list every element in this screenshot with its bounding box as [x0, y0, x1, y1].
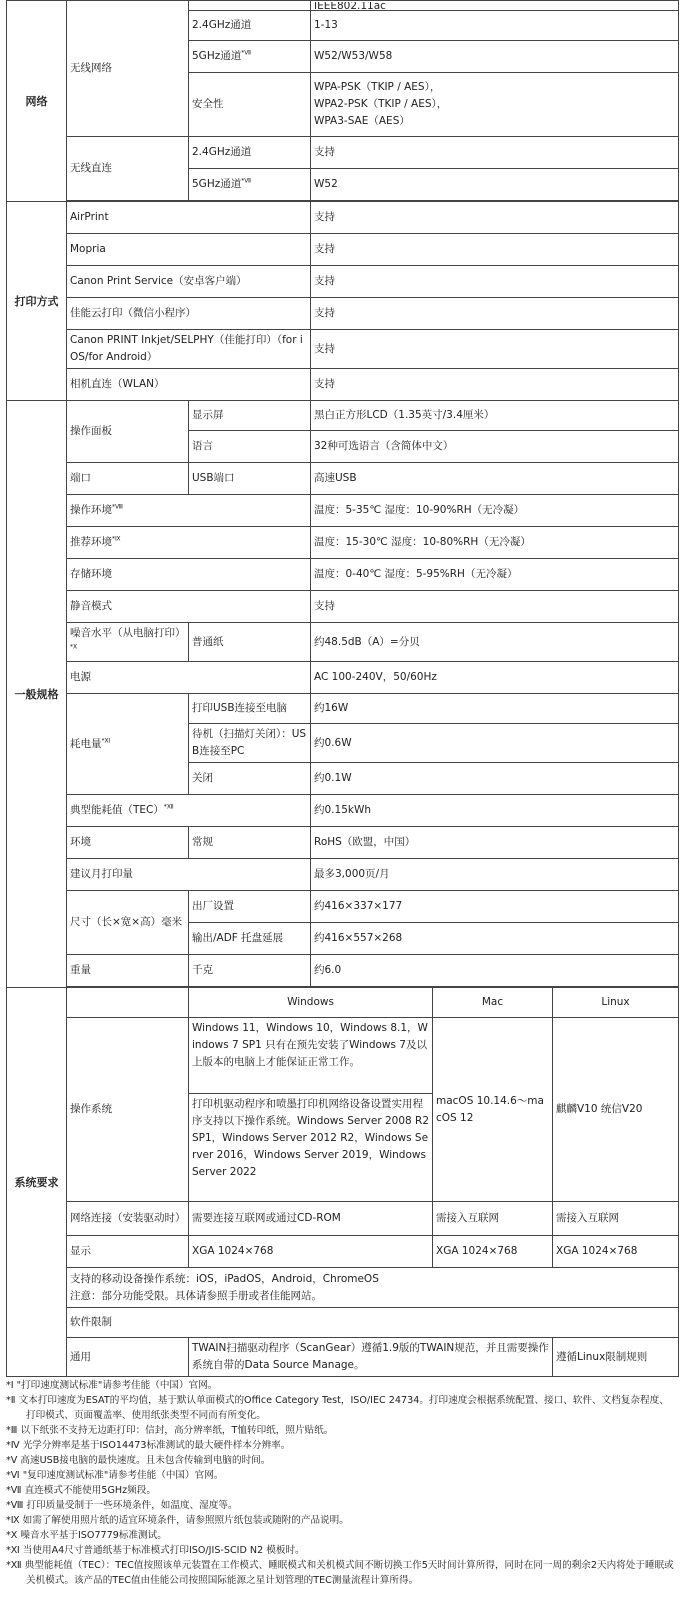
cons-standby-value: 约0.6W: [311, 724, 679, 763]
port-label: 端口: [67, 463, 189, 495]
size-factory-value: 约416×337×177: [311, 891, 679, 923]
cons-off-label: 关闭: [189, 763, 311, 795]
size-label: 尺寸（长×宽×高）毫米: [67, 891, 189, 955]
col-head-linux: Linux: [553, 988, 679, 1018]
mobile-os-note: 支持的移动设备操作系统：iOS，iPadOS，Android，ChromeOS 注意：部分功能受限。具体请参照手册或者佳能网站。: [67, 1268, 679, 1308]
os-windows-primary: Windows 11，Windows 10，Windows 8.1，Windows 7 SP1 只有在预先安装了Windows 7及以上版本的电脑上才能保证正常工作。: [189, 1018, 433, 1094]
footnote: *Ⅳ 光学分辨率是基于ISO14473标准测试的最大硬件样本分辨率。: [6, 1440, 291, 1451]
print-method-label: AirPrint: [67, 202, 311, 234]
net-conn-label: 网络连接（安装驱动时）: [67, 1202, 189, 1236]
wireless-network-label: 无线网络: [67, 1, 189, 137]
footnote: *Ⅶ 直连模式不能使用5GHz频段。: [6, 1485, 156, 1496]
section-print-methods: 打印方式: [7, 202, 67, 401]
footnote: *Ⅰ "打印速度测试标准"请参考佳能（中国）官网。: [6, 1380, 218, 1391]
software-limit-label: 软件限制: [67, 1308, 679, 1338]
print-method-label: Canon PRINT Inkjet/SELPHY（佳能打印）（for iOS/for Android）: [67, 330, 311, 369]
size-factory-label: 出厂设置: [189, 891, 311, 923]
general-limit-linux: 遵循Linux限制规则: [553, 1338, 679, 1377]
wireless-5ghz-label: 5GHz通道$^{*Ⅶ}$: [189, 41, 311, 73]
security-values: WPA-PSK（TKIP / AES）， WPA2-PSK（TKIP / AES）， WPA3-SAE（AES）: [311, 73, 679, 137]
os-linux: 麒麟V10 统信V20: [553, 1018, 679, 1202]
store-env-value: 温度：0-40℃ 湿度：5-95%RH（无冷凝）: [311, 559, 679, 591]
print-method-value: 支持: [311, 369, 679, 401]
direct-24ghz-value: 支持: [311, 137, 679, 169]
footnote: *Ⅱ 文本打印速度为ESAT的平均值，基于默认单面模式的Office Category Test，ISO/IEC 24734。打印速度会根据系统配置、接口、软件、文档复杂程度、打印模式、页面覆盖率、使用纸张类型不同而有所变化。: [6, 1395, 669, 1421]
os-windows-server: 打印机驱动程序和喷墨打印机网络设备设置实用程序支持以下操作系统。Windows Server 2008 R2 SP1，Windows Server 2012 R2，Windows Server 2016，Windows Server 2019，Windows Server 2022: [189, 1094, 433, 1202]
cons-print-value: 约16W: [311, 694, 679, 724]
col-head-windows: Windows: [189, 988, 433, 1018]
noise-value: 约48.5dB（A）=分贝: [311, 623, 679, 662]
footnote: *Ⅲ 以下纸张不支持无边距打印：信封，高分辨率纸，T恤转印纸，照片贴纸。: [6, 1425, 334, 1436]
footnote: *Ⅺ 当使用A4尺寸普通纸基于标准模式打印ISO/JIS-SCID N2 模板时。: [6, 1545, 305, 1556]
display-req-label: 显示: [67, 1236, 189, 1268]
tec-label: 典型能耗值（TEC）$^{*Ⅻ}$: [67, 795, 311, 827]
language-label: 语言: [189, 431, 311, 463]
print-method-label: 佳能云打印（微信小程序）: [67, 298, 311, 330]
direct-5ghz-value: W52: [311, 169, 679, 201]
print-method-label: 相机直连（WLAN）: [67, 369, 311, 401]
spec-table-wrapper: [6, 0, 678, 1377]
spec-table: [6, 0, 679, 1377]
print-method-label: Mopria: [67, 234, 311, 266]
display-value: 黑白正方形LCD（1.35英寸/3.4厘米）: [311, 401, 679, 431]
weight-label: 重量: [67, 955, 189, 987]
footnote: *Ⅴ 高速USB接电脑的最快速度。且未包含传输到电脑的时间。: [6, 1455, 271, 1466]
col-head-mac: Mac: [433, 988, 553, 1018]
rec-env-label: 推荐环境$^{*Ⅸ}$: [67, 527, 311, 559]
wireless-24ghz-value: 1-13: [311, 11, 679, 41]
consumption-label: 耗电量$^{*Ⅺ}$: [67, 694, 189, 795]
store-env-label: 存储环境: [67, 559, 311, 591]
display-label: 显示屏: [189, 401, 311, 431]
footnote: *Ⅹ 噪音水平基于ISO7779标准测试。: [6, 1530, 167, 1541]
print-method-value: 支持: [311, 298, 679, 330]
general-limit-label: 通用: [67, 1338, 189, 1377]
os-mac: macOS 10.14.6～macOS 12: [433, 1018, 553, 1202]
print-method-value: 支持: [311, 330, 679, 369]
rec-env-value: 温度：15-30℃ 湿度：10-80%RH（无冷凝）: [311, 527, 679, 559]
footnote: *Ⅸ 如需了解使用照片纸的适宜环境条件，请参照照片纸包装或随附的产品说明。: [6, 1515, 349, 1526]
os-label: 操作系统: [67, 1018, 189, 1202]
cons-standby-label: 待机（扫描灯关闭）：USB连接至PC: [189, 724, 311, 763]
cons-print-label: 打印USB连接至电脑: [189, 694, 311, 724]
monthly-volume-value: 最多3,000页/月: [311, 859, 679, 891]
top-cut-value: IEEE802.11ac: [314, 1, 386, 10]
footnote: *Ⅻ 典型能耗值（TEC）：TEC值按照该单元装置在工作模式、睡眠模式和关机模式间不断切换工作5天时间计算所得，同时在同一周的剩余2天内将处于睡眠或关机模式。该产品的TEC值由佳能公司按照国际能源之星计划管理的TEC测量流程计算所得。: [6, 1560, 674, 1586]
section-sysreq: 系统要求: [7, 988, 67, 1377]
weight-sub: 千克: [189, 955, 311, 987]
wireless-5ghz-value: W52/W53/W58: [311, 41, 679, 73]
port-value: 高速USB: [311, 463, 679, 495]
language-value: 32种可选语言（含简体中文）: [311, 431, 679, 463]
wifi-direct-label: 无线直连: [67, 137, 189, 201]
monthly-volume-label: 建议月打印量: [67, 859, 311, 891]
power-label: 电源: [67, 662, 311, 694]
cons-off-value: 约0.1W: [311, 763, 679, 795]
op-env-label: 操作环境$^{*Ⅷ}$: [67, 495, 311, 527]
print-method-value: 支持: [311, 266, 679, 298]
display-req-mac: XGA 1024×768: [433, 1236, 553, 1268]
section-network: 网络: [7, 1, 67, 202]
general-limit-windows: TWAIN扫描驱动程序（ScanGear）遵循1.9版的TWAIN规范，并且需要操作系统自带的Data Source Manage。: [189, 1338, 553, 1377]
env-sub: 常规: [189, 827, 311, 859]
print-method-label: Canon Print Service（安卓客户端）: [67, 266, 311, 298]
net-conn-windows: 需要连接互联网或通过CD-ROM: [189, 1202, 433, 1236]
noise-label: 噪音水平（从电脑打印）$^{*Ⅹ}$: [67, 623, 189, 662]
weight-value: 约6.0: [311, 955, 679, 987]
display-req-windows: XGA 1024×768: [189, 1236, 433, 1268]
noise-sub: 普通纸: [189, 623, 311, 662]
env-value: RoHS（欧盟，中国）: [311, 827, 679, 859]
power-value: AC 100-240V，50/60Hz: [311, 662, 679, 694]
wireless-24ghz-label: 2.4GHz通道: [189, 11, 311, 41]
section-general: 一般规格: [7, 401, 67, 988]
footnote: *Ⅷ 打印质量受制于一些环境条件，如温度、湿度等。: [6, 1500, 238, 1511]
size-adf-value: 约416×557×268: [311, 923, 679, 955]
tec-value: 约0.15kWh: [311, 795, 679, 827]
footnote: *Ⅵ "复印速度测试标准"请参考佳能（中国）官网。: [6, 1470, 224, 1481]
net-conn-linux: 需接入互联网: [553, 1202, 679, 1236]
port-sub: USB端口: [189, 463, 311, 495]
net-conn-mac: 需接入互联网: [433, 1202, 553, 1236]
print-method-value: 支持: [311, 202, 679, 234]
env-label: 环境: [67, 827, 189, 859]
footnotes: [6, 1378, 674, 1588]
direct-5ghz-label: 5GHz通道$^{*Ⅶ}$: [189, 169, 311, 201]
quiet-mode-value: 支持: [311, 591, 679, 623]
display-req-linux: XGA 1024×768: [553, 1236, 679, 1268]
security-label: 安全性: [189, 73, 311, 137]
print-method-value: 支持: [311, 234, 679, 266]
direct-24ghz-label: 2.4GHz通道: [189, 137, 311, 169]
op-env-value: 温度：5-35℃ 湿度：10-90%RH（无冷凝）: [311, 495, 679, 527]
size-adf-label: 输出/ADF 托盘延展: [189, 923, 311, 955]
quiet-mode-label: 静音模式: [67, 591, 311, 623]
panel-label: 操作面板: [67, 401, 189, 463]
